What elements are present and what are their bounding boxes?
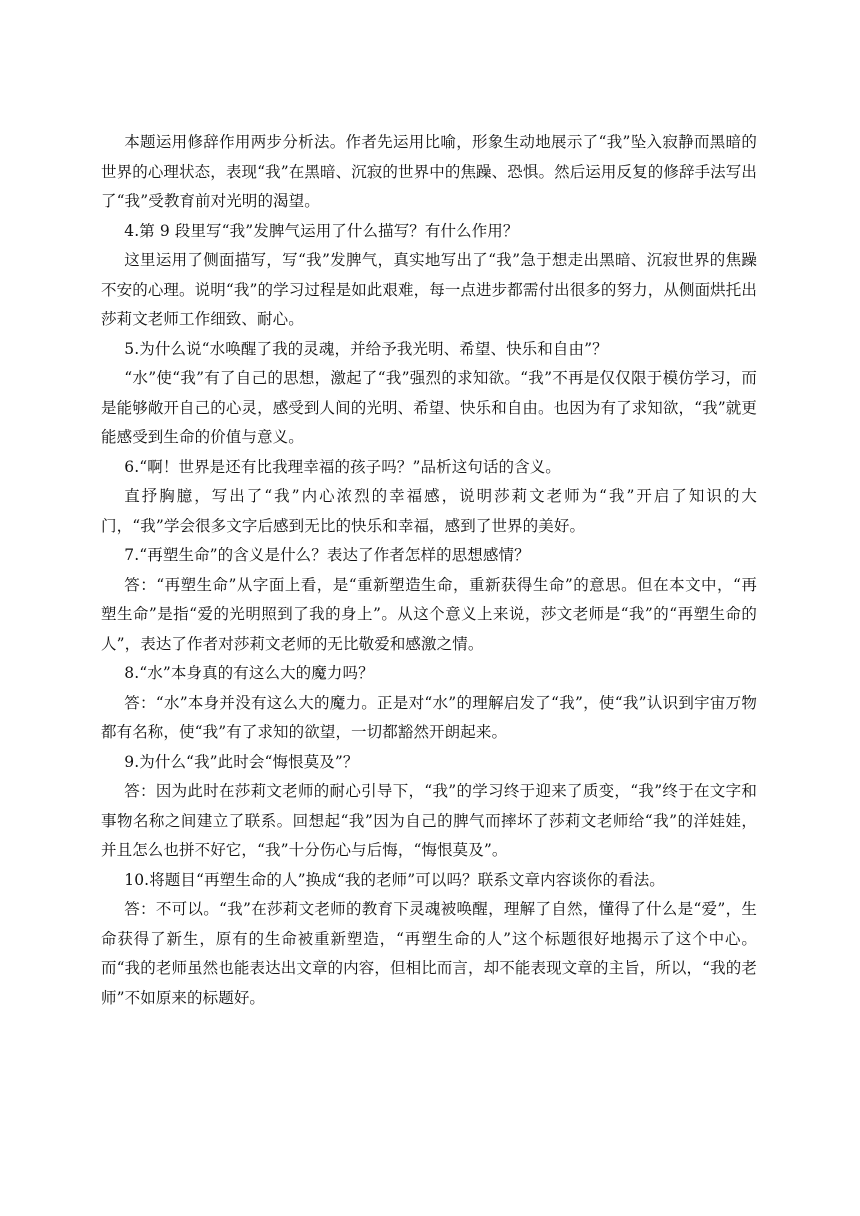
- answer-paragraph-8: 答：“水”本身并没有这么大的魔力。正是对“水”的理解启发了“我”，使“我”认识到宇宙万物都有名称，使“我”有了求知的欲望，一切都豁然开朗起来。: [101, 693, 757, 741]
- question-6: 6.“啊！世界是还有比我理幸福的孩子吗？”品析这句话的含义。: [124, 457, 561, 476]
- answer-paragraph-9: 答：因为此时在莎莉文老师的耐心引导下，“我”的学习终于迎来了质变，“我”终于在文字和事物名称之间建立了联系。回想起“我”因为自己的脾气而摔坏了莎莉文老师给“我”的洋娃娃，并且怎么也拼不好它，“我”十分伤心与后悔，“悔恨莫及”。: [101, 782, 757, 859]
- question-5: 5.为什么说“水唤醒了我的灵魂，并给予我光明、希望、快乐和自由”？: [124, 339, 608, 358]
- question-4: 4.第 9 段里写“我”发脾气运用了什么描写？有什么作用？: [124, 221, 519, 240]
- question-10: 10.将题目“再塑生命的人”换成“我的老师”可以吗？联系文章内容谈你的看法。: [124, 870, 665, 889]
- document-body: [101, 128, 757, 1013]
- answer-paragraph-4: 这里运用了侧面描写，写“我”发脾气，真实地写出了“我”急于想走出黑暗、沉寂世界的焦躁不安的心理。说明“我”的学习过程是如此艰难，每一点进步都需付出很多的努力，从侧面烘托出莎莉文老师工作细致、耐心。: [101, 251, 757, 328]
- question-7: 7.“再塑生命”的含义是什么？表达了作者怎样的思想感情？: [124, 546, 530, 564]
- answer-paragraph-10: 答：不可以。“我”在莎莉文老师的教育下灵魂被唤醒，理解了自然，懂得了什么是“爱”，生命获得了新生，原有的生命被重新塑造，“再塑生命的人”这个标题很好地揭示了这个中心。而“我的老师虽然也能表达出文章的内容，但相比而言，却不能表现文章的主旨，所以，“我的老师”不如原来的标题好。: [101, 900, 757, 1007]
- answer-paragraph-6: 直抒胸臆，写出了“我”内心浓烈的幸福感，说明莎莉文老师为“我”开启了知识的大门，“我”学会很多文字后感到无比的快乐和幸福，感到了世界的美好。: [101, 487, 757, 535]
- answer-paragraph-3: 本题运用修辞作用两步分析法。作者先运用比喻，形象生动地展示了“我”坠入寂静而黑暗的世界的心理状态，表现“我”在黑暗、沉寂的世界中的焦躁、恐惧。然后运用反复的修辞手法写出了“我”受教育前对光明的渴望。: [101, 133, 757, 210]
- question-9: 9.为什么“我”此时会“悔恨莫及”？: [124, 752, 359, 771]
- question-8: 8.“水”本身真的有这么大的魔力吗？: [124, 664, 374, 682]
- answer-paragraph-5: “水”使“我”有了自己的思想，激起了“我”强烈的求知欲。“我”不再是仅仅限于模仿学习，而是能够敞开自己的心灵，感受到人间的光明、希望、快乐和自由。也因为有了求知欲，“我”就更能感受到生命的价值与意义。: [101, 369, 757, 446]
- answer-paragraph-7: 答：“再塑生命”从字面上看，是“重新塑造生命，重新获得生命”的意思。但在本文中，“再塑生命”是指“爱的光明照到了我的身上”。从这个意义上来说，莎文老师是“我”的“再塑生命的人”，表达了作者对莎莉文老师的无比敬爱和感激之情。: [101, 575, 757, 653]
